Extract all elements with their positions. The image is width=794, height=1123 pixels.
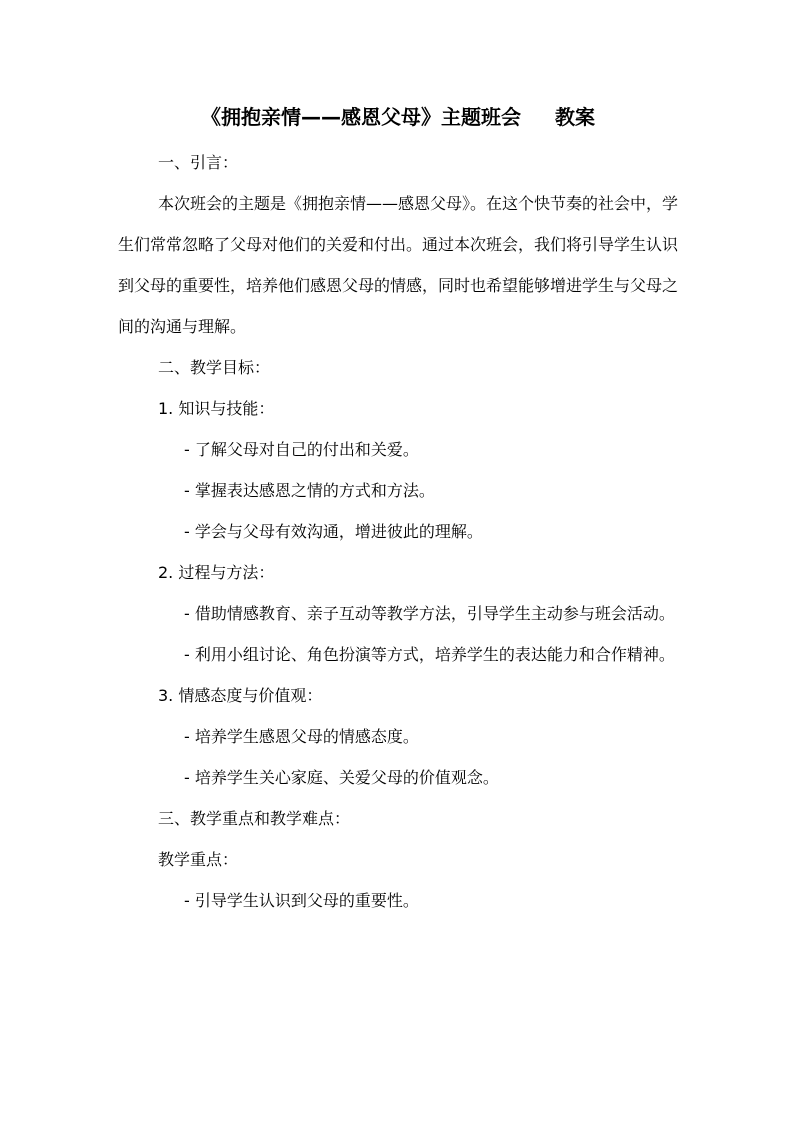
document-title-main: 《拥抱亲情——感恩父母》主题班会 — [201, 105, 521, 129]
key-heading: 三、教学重点和教学难点： — [158, 809, 351, 828]
goal2-item-1: - 借助情感教育、亲子互动等教学方法，引导学生主动参与班会活动。 — [184, 604, 675, 623]
goals-heading: 二、教学目标： — [158, 358, 271, 377]
goal3-heading: 3. 情感态度与价值观： — [158, 686, 323, 705]
document-title — [118, 102, 678, 142]
goal2-item-2: - 利用小组讨论、角色扮演等方式，培养学生的表达能力和合作精神。 — [184, 645, 675, 664]
document-content — [118, 102, 678, 921]
key-item-1: - 引导学生认识到父母的重要性。 — [184, 891, 419, 910]
goal1-item-3: - 学会与父母有效沟通，增进彼此的理解。 — [184, 522, 483, 541]
intro-heading: 一、引言： — [158, 153, 239, 172]
goal3-item-1: - 培养学生感恩父母的情感态度。 — [184, 727, 419, 746]
goal1-item-1: - 了解父母对自己的付出和关爱。 — [184, 440, 419, 459]
goal3-item-2: - 培养学生关心家庭、关爱父母的价值观念。 — [184, 768, 499, 787]
document-title-suffix: 教案 — [555, 105, 595, 129]
goal2-heading: 2. 过程与方法： — [158, 563, 275, 582]
key-sub-heading: 教学重点： — [158, 850, 239, 869]
intro-paragraph: 本次班会的主题是《拥抱亲情——感恩父母》。在这个快节奏的社会中，学生们常常忽略了父母对他们的关爱和付出。通过本次班会，我们将引导学生认识到父母的重要性，培养他们感恩父母的情感，同时也希望能够增进学生与父母之间的沟通与理解。 — [118, 194, 679, 336]
goal1-heading: 1. 知识与技能： — [158, 399, 275, 418]
goal1-item-2: - 掌握表达感恩之情的方式和方法。 — [184, 481, 435, 500]
